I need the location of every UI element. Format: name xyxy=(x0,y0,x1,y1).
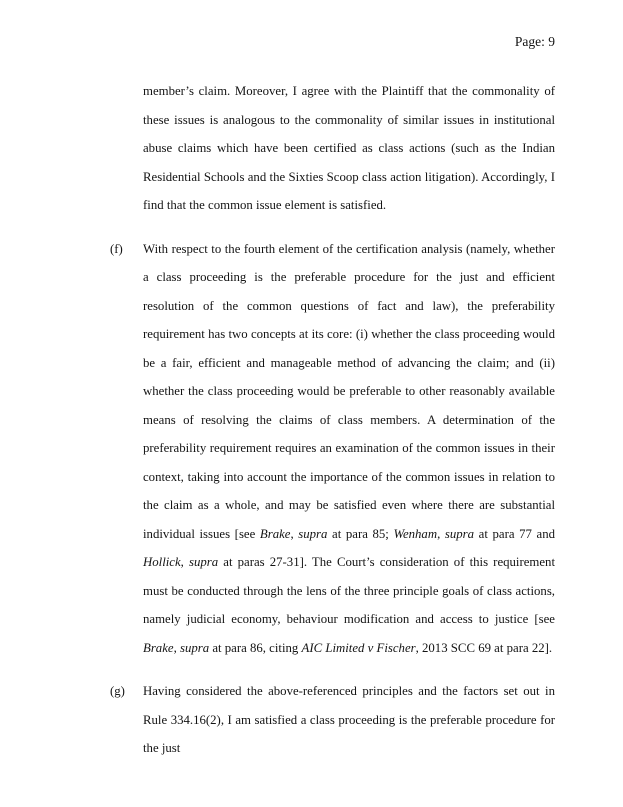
text-run: , xyxy=(180,555,189,569)
citation-italic-run: Brake xyxy=(259,526,291,541)
text-run: at para 77 and xyxy=(474,526,556,541)
citation-italic-run: supra xyxy=(179,640,210,655)
text-run: , xyxy=(173,640,180,655)
citation-italic-run: Brake xyxy=(143,640,174,655)
paragraph-label xyxy=(110,77,143,220)
text-run: at para 85; xyxy=(327,526,394,541)
paragraph xyxy=(110,235,555,663)
text-run: With respect to the fourth element of the certification analysis (namely, whether a class proceeding is the preferable procedure for the just and efficient resolution of the common questions of fact and law), the preferability requirement has two concepts at its core: (i) whether the class proceeding would be a fair, efficient and manageable method of advancing the claim; and (ii) whether the class proceeding would be preferable to other reasonably available means of resolving the claims of class members. A determination of the preferability requirement requires an examination of the common issues in their context, taking into account the importance of the common issues in relation to the claim as a whole, and may be satisfied even where there are substantial individual issues [see xyxy=(143,241,555,541)
paragraph-text xyxy=(143,235,555,663)
document-body xyxy=(110,77,555,763)
page-number: Page: 9 xyxy=(514,34,555,49)
text-run: Having considered the above-referenced principles and the factors set out in Rule 334.16(2), I am satisfied a class proceeding is the preferable procedure for the just xyxy=(143,684,555,755)
paragraph-label: (g) xyxy=(110,684,125,698)
text-run: , xyxy=(437,526,445,541)
citation-italic-run: supra xyxy=(189,555,219,569)
citation-italic-run: Wenham xyxy=(393,526,438,541)
text-run: at para 86, citing xyxy=(209,640,302,655)
text-run: member’s claim. Moreover, I agree with the Plaintiff that the commonality of these issues is analogous to the commonality of similar issues in institutional abuse claims which have been certified as class actions (such as the Indian Residential Schools and the Sixties Scoop class action litigation). Accordingly, I find that the common issue element is satisfied. xyxy=(143,84,555,212)
paragraph xyxy=(110,677,555,763)
paragraph-text xyxy=(143,677,555,763)
citation-italic-run: AIC Limited v Fischer xyxy=(301,640,416,655)
citation-italic-run: Hollick xyxy=(143,555,181,569)
text-run: at paras 27-31]. The Court’s consideration of this requirement must be conducted through the lens of the three principle goals of class actions, namely judicial economy, behaviour modification and access to justice [see xyxy=(143,555,556,626)
paragraph-label: (f) xyxy=(110,241,123,256)
citation-italic-run: supra xyxy=(298,526,328,541)
paragraph xyxy=(110,77,555,220)
paragraph-text xyxy=(143,77,555,220)
citation-italic-run: supra xyxy=(444,526,475,541)
text-run: , 2013 SCC 69 at para 22]. xyxy=(415,640,553,655)
text-run: , xyxy=(290,526,299,541)
